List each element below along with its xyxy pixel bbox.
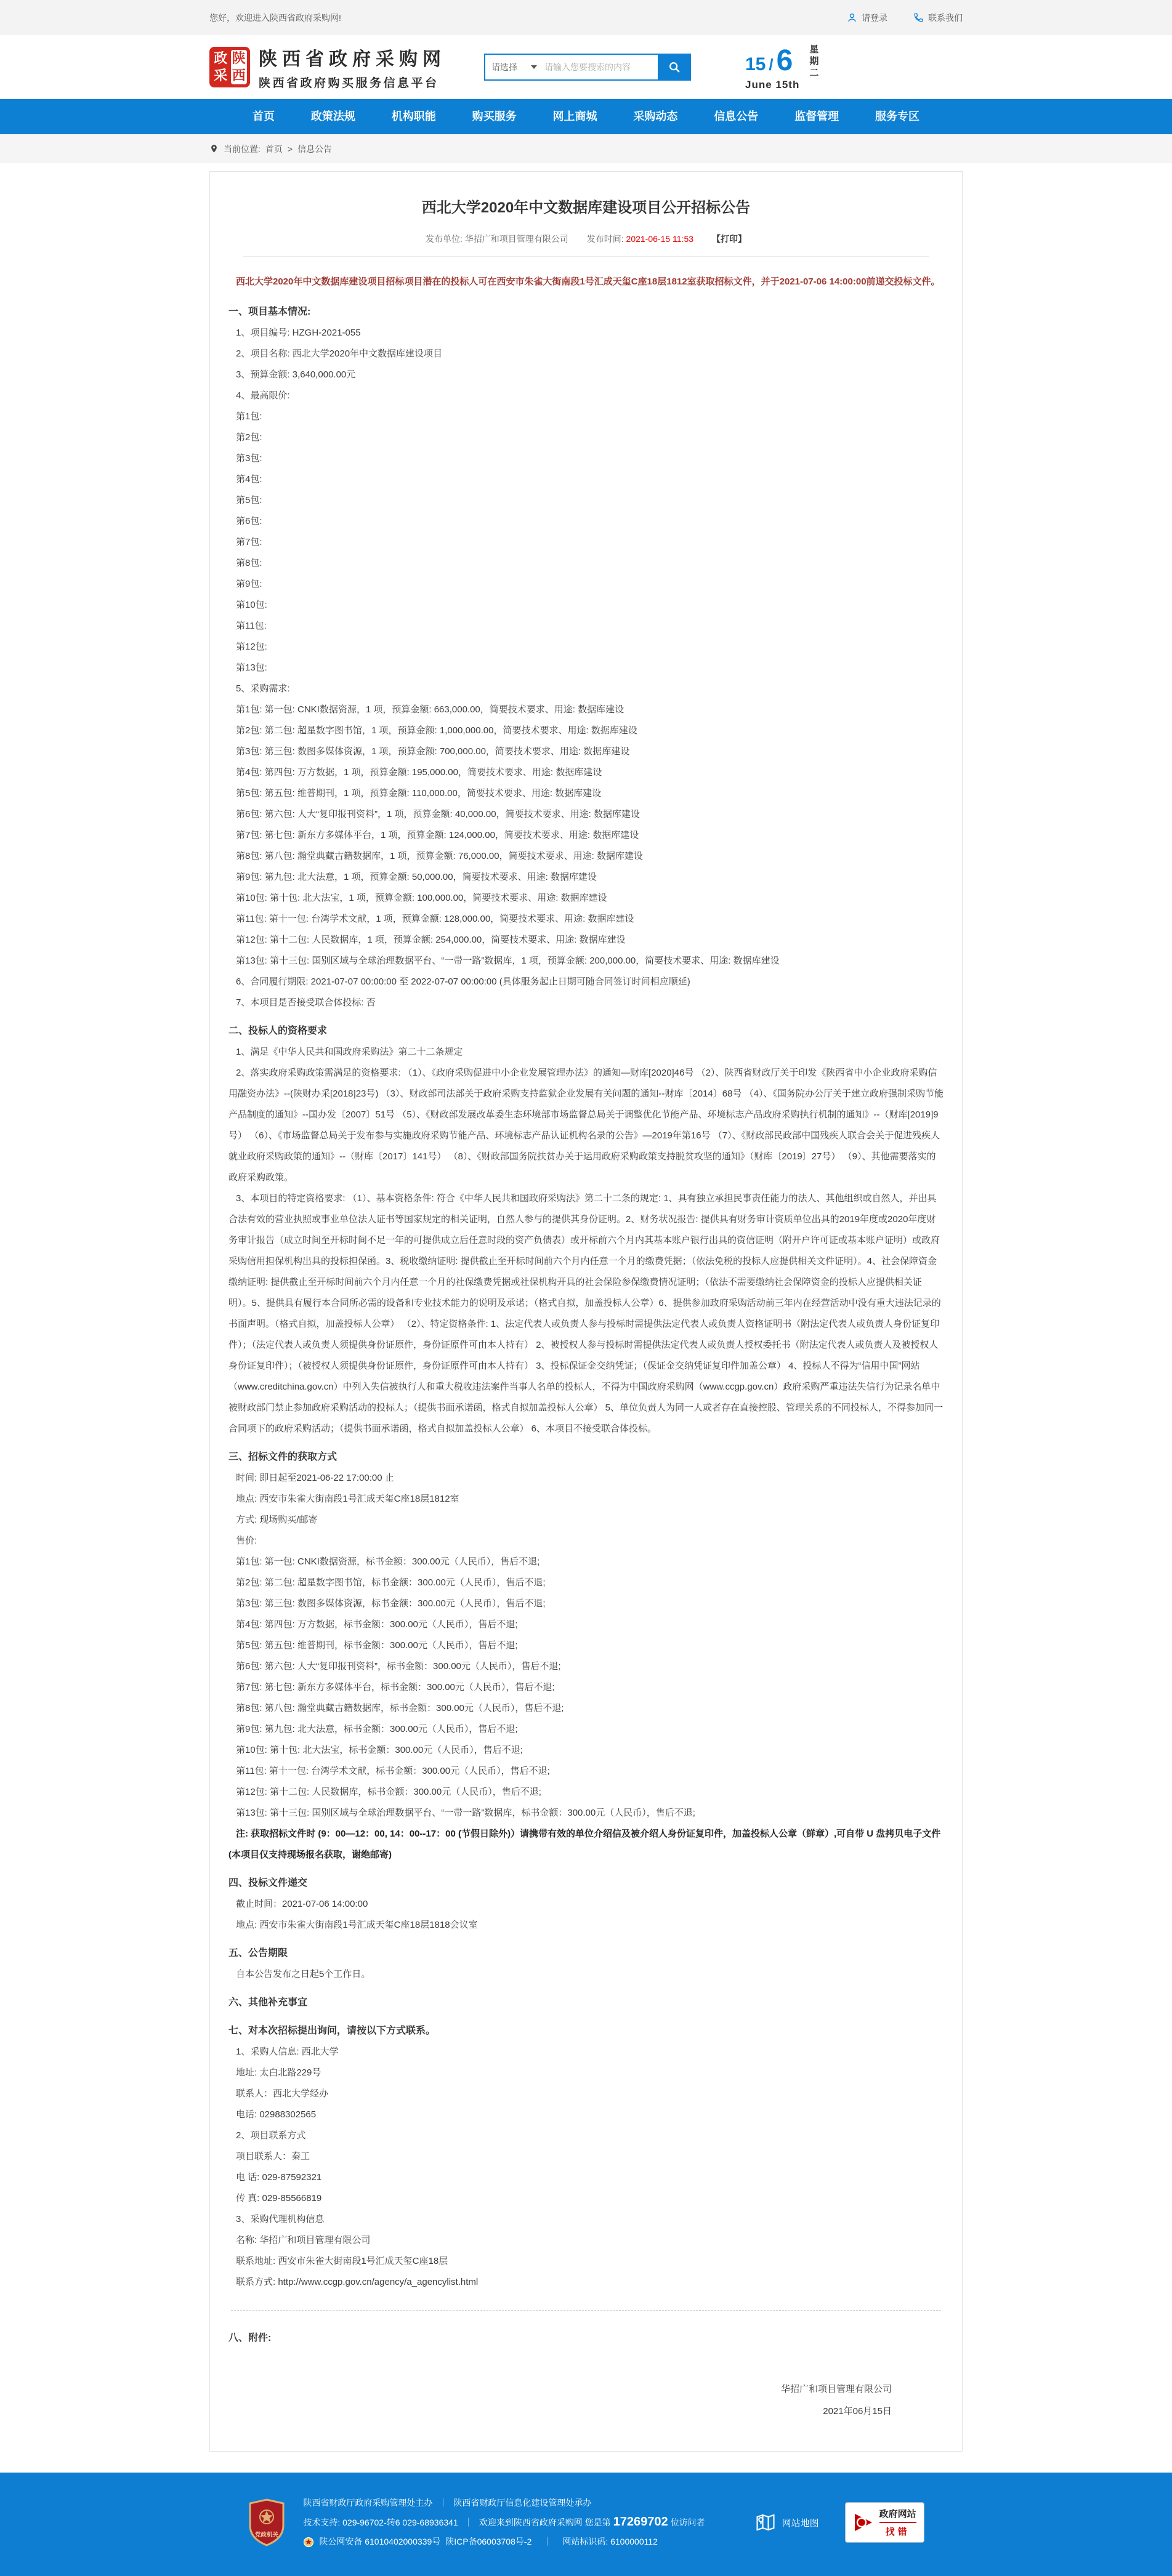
site-id-code: 网站标识码: 6100000112 <box>562 2537 658 2546</box>
paragraph: 2、项目名称: 西北大学2020年中文数据库建设项目 <box>236 348 443 359</box>
paragraph: 2、项目联系方式 <box>236 2130 306 2141</box>
footer-line2: 技术支持: 029-96702-转6 029-68936341 ｜ 欢迎来到陕西省政府采购网 您是第 17269702 位访问者 <box>303 2515 705 2529</box>
paragraph: 3、采购代理机构信息 <box>236 2214 325 2224</box>
paragraph: 第1包: <box>236 411 262 422</box>
nav-item-2[interactable]: 政策法规 <box>310 110 355 123</box>
paragraph: 第6包: 第六包: 人大“复印报刊资料”，1 项，预算金额: 40,000.00，简要技术要求、用途: 数据库建设 <box>236 809 640 819</box>
paragraph: 地点: 西安市朱雀大街南段1号汇成天玺C座18层1812室 <box>236 1494 459 1504</box>
paragraph: 第2包: <box>236 432 262 443</box>
paragraph: 第13包: <box>236 662 267 673</box>
paragraph: 第13包: 第十三包: 国别区域与全球治理数据平台、“一带一路”数据库，1 项，预算金额: 200,000.00，简要技术要求、用途: 数据库建设 <box>236 956 780 966</box>
paragraph: 联系方式: http://www.ccgp.gov.cn/agency/a_agencylist.html <box>236 2277 479 2287</box>
date-month: 6 <box>776 44 793 77</box>
paragraph: 名称: 华招广和项目管理有限公司 <box>236 2235 371 2245</box>
footer-text-block <box>303 2493 705 2551</box>
paragraph: 售价: <box>236 1536 257 1546</box>
paragraph: 第4包: 第四包: 万方数据，1 项，预算金额: 195,000.00，简要技术要求、用途: 数据库建设 <box>236 767 602 778</box>
footer-line1: 陕西省财政厅政府采购管理处主办 ｜ 陕西省财政厅信息化建设管理处承办 <box>303 2498 592 2508</box>
breadcrumb <box>0 134 1172 163</box>
paragraph: 第1包: 第一包: CNKI数据资源，标书金额：300.00元（人民币），售后不退; <box>236 1556 540 1567</box>
paragraph: 第7包: <box>236 537 262 547</box>
breadcrumb-current[interactable]: 信息公告 <box>297 143 333 154</box>
nav-item-4[interactable]: 购买服务 <box>472 110 517 123</box>
paragraph: 第11包: <box>236 621 267 631</box>
search-input[interactable] <box>543 55 658 79</box>
paragraph: 3、预算金额: 3,640,000.00元 <box>236 369 356 380</box>
chevron-down-icon <box>531 65 537 69</box>
paragraph: 自本公告发布之日起5个工作日。 <box>236 1969 371 1979</box>
page-title: 西北大学2020年中文数据库建设项目公开招标公告 <box>421 199 751 216</box>
paragraph: 电 话: 029-87592321 <box>236 2172 322 2183</box>
icp-record[interactable]: 陕ICP备06003708号-2 <box>445 2537 532 2546</box>
section-heading: 二、投标人的资格要求 <box>228 1026 328 1036</box>
paragraph: 第11包: 第十一包: 台湾学术文献，1 项，预算金额: 128,000.00，简要技术要求、用途: 数据库建设 <box>236 914 634 924</box>
error-finder-icon <box>853 2512 874 2533</box>
logo-seal-icon: 政 采 陕 西 <box>209 47 250 87</box>
paragraph: 第10包: <box>236 600 267 610</box>
visitor-count: 17269702 <box>613 2515 668 2529</box>
date-day: 15 <box>745 54 766 74</box>
section-heading: 六、其他补充事宜 <box>228 1997 308 2008</box>
sitemap-icon <box>754 2511 777 2534</box>
paragraph: 4、最高限价: <box>236 390 290 401</box>
breadcrumb-prefix: 当前位置: <box>224 143 261 154</box>
paragraph: 地址: 太白北路229号 <box>236 2067 321 2078</box>
paragraph: 第8包: <box>236 558 262 568</box>
error-badge-sub: 找错 <box>885 2527 910 2537</box>
site-header <box>0 35 1172 99</box>
paragraph: 第3包: 第三包: 数图多媒体资源，1 项，预算金额: 700,000.00，简要技术要求、用途: 数据库建设 <box>236 746 630 757</box>
paragraph: 第9包: 第九包: 北大法意，1 项，预算金额: 50,000.00，简要技术要求、用途: 数据库建设 <box>236 872 597 882</box>
signature-block <box>225 2378 947 2423</box>
paragraph: 5、采购需求: <box>236 683 290 694</box>
signature-date: 2021年06月15日 <box>823 2406 892 2417</box>
main-nav-bar <box>0 99 1172 134</box>
section-heading: 一、项目基本情况: <box>228 307 311 317</box>
contact-link[interactable] <box>913 12 963 24</box>
nav-item-7[interactable]: 信息公告 <box>714 110 759 123</box>
main-nav <box>209 99 963 134</box>
paragraph: 第10包: 第十包: 北大法宝，1 项，预算金额: 100,000.00，简要技术要求、用途: 数据库建设 <box>236 893 607 903</box>
top-bar <box>0 0 1172 35</box>
publish-time-value: 2021-06-15 11:53 <box>626 234 694 244</box>
dashed-divider <box>231 2310 941 2311</box>
search-icon <box>668 60 681 74</box>
paragraph: 第10包: 第十包: 北大法宝，标书金额：300.00元（人民币），售后不退; <box>236 1745 523 1755</box>
contact-label: 联系我们 <box>928 12 963 23</box>
paragraph: 联系地址: 西安市朱雀大街南段1号汇成天玺C座18层 <box>236 2256 448 2266</box>
security-record[interactable]: 陕公网安备 61010402000339号 <box>319 2537 441 2546</box>
paragraph: 第9包: 第九包: 北大法意，标书金额：300.00元（人民币），售后不退; <box>236 1724 518 1734</box>
party-government-badge-icon <box>248 2498 286 2546</box>
site-footer <box>0 2473 1172 2576</box>
article-body <box>225 302 947 2349</box>
paragraph: 第12包: 第十二包: 人民数据库，标书金额：300.00元（人民币），售后不退; <box>236 1787 541 1797</box>
section-heading: 八、附件: <box>228 2333 272 2343</box>
paragraph: 第5包: 第五包: 维普期刊，1 项，预算金额: 110,000.00，简要技术要求、用途: 数据库建设 <box>236 788 602 799</box>
search-category-select[interactable] <box>485 55 543 79</box>
paragraph: 传 真: 029-85566819 <box>236 2193 322 2204</box>
paragraph: 联系人：西北大学经办 <box>236 2088 329 2099</box>
welcome-text: 您好，欢迎进入陕西省政府采购网! <box>209 12 341 23</box>
paragraph: 第11包: 第十一包: 台湾学术文献，标书金额：300.00元（人民币），售后不退; <box>236 1766 550 1776</box>
paragraph: 电话: 02988302565 <box>236 2109 317 2120</box>
search-box <box>484 54 691 81</box>
site-title: 陕西省政府采购网 <box>259 49 446 70</box>
paragraph: 2、落实政府采购政策需满足的资格要求: （1）、《政府采购促进中小企业发展管理办法》的通知—财库[2020]46号 （2）、陕西省财政厅关于印发《陕西省中小企业政府采购信用融资办法》--(陕财办采[2018]23号) （3）、财政部司法部关于政府采购支持监狱企业发展有关问题的通知--财库〔2014〕68号 （4）、《国务院办公厅关于建立政府强制采购节能产品制度的通知》--国办发〔2007〕51号 （5）、《财政部发展改革委生态环境部市场监督总局关于调整优化节能产品、环境标志产品政府采购执行机制的通知》--（财库[2019]9号） （6）、《市场监督总局关于发布参与实施政府采购节能产品、环境标志产品认证机构名录的公告》—2019年第16号 （7）、《财政部民政部中国残疾人联合会关于促进残疾人就业政府采购政策的通知》--（财库〔2017〕141号） （8）、《财政部国务院扶贫办关于运用政府采购政策支持脱贫攻坚的通知》（财库〔2019〕27号） （9）、其他需要落实的政府采购政策。 <box>228 1068 944 1183</box>
divider <box>243 256 929 257</box>
paragraph: 7、本项目是否接受联合体投标: 否 <box>236 997 376 1008</box>
site-logo[interactable] <box>209 44 446 91</box>
search-category-label: 请选择 <box>491 62 517 72</box>
login-link[interactable] <box>847 12 887 24</box>
public-security-badge-icon <box>303 2537 314 2548</box>
location-pin-icon <box>209 144 219 153</box>
search-button[interactable] <box>658 54 691 81</box>
site-subtitle: 陕西省政府购买服务信息平台 <box>259 77 439 90</box>
paragraph: 项目联系人：秦工 <box>236 2151 310 2162</box>
login-label: 请登录 <box>862 12 887 23</box>
paragraph: 第13包: 第十三包: 国别区域与全球治理数据平台、“一带一路”数据库，标书金额：300.00元（人民币），售后不退; <box>236 1808 695 1818</box>
paragraph: 1、采购人信息: 西北大学 <box>236 2047 339 2057</box>
error-badge-title: 政府网站 <box>879 2507 916 2523</box>
paragraph: 注: 获取招标文件时 (9：00—12：00, 14：00--17：00 (节假日除外)）请携带有效的单位介绍信及被介绍人身份证复印件，加盖投标人公章（鲜章）,可自带 U 盘拷贝电子文件 (本项目仅支持现场报名获取，谢绝邮寄) <box>228 1829 941 1860</box>
signature-company: 华招广和项目管理有限公司 <box>780 2384 892 2394</box>
paragraph: 截止时间：2021-07-06 14:00:00 <box>236 1899 368 1909</box>
nav-item-3[interactable]: 机构职能 <box>391 110 436 123</box>
paragraph: 第1包: 第一包: CNKI数据资源，1 项，预算金额: 663,000.00，简要技术要求、用途: 数据库建设 <box>236 704 624 715</box>
date-weekday: 星期二 <box>808 44 819 79</box>
website-error-report-badge[interactable] <box>845 2502 924 2543</box>
date-english: June 15th <box>745 78 800 91</box>
paragraph: 第2包: 第二包: 超星数字图书馆，1 项，预算金额: 1,000,000.00，简要技术要求、用途: 数据库建设 <box>236 725 637 736</box>
svg-text:党政机关: 党政机关 <box>255 2532 279 2538</box>
paragraph: 方式: 现场购买/邮寄 <box>236 1515 318 1525</box>
paragraph: 第7包: 第七包: 新东方多媒体平台，标书金额：300.00元（人民币），售后不退; <box>236 1682 555 1693</box>
paragraph: 第2包: 第二包: 超星数字图书馆，标书金额：300.00元（人民币），售后不退; <box>236 1577 546 1588</box>
publish-time-label: 发布时间: <box>586 234 624 244</box>
paragraph: 第12包: <box>236 642 267 652</box>
paragraph: 1、满足《中华人民共和国政府采购法》第二十二条规定 <box>236 1047 463 1057</box>
section-heading: 三、招标文件的获取方式 <box>228 1452 337 1462</box>
nav-item-8[interactable]: 监督管理 <box>794 110 839 123</box>
paragraph: 地点: 西安市朱雀大街南段1号汇成天玺C座18层1818会议室 <box>236 1920 478 1930</box>
section-heading: 五、公告期限 <box>228 1948 288 1958</box>
breadcrumb-home[interactable]: 首页 <box>265 143 283 154</box>
user-icon <box>847 12 857 23</box>
paragraph: 第8包: 第八包: 瀚堂典藏古籍数据库，1 项，预算金额: 76,000.00，简要技术要求、用途: 数据库建设 <box>236 851 643 861</box>
paragraph: 第7包: 第七包: 新东方多媒体平台，1 项，预算金额: 124,000.00，简要技术要求、用途: 数据库建设 <box>236 830 639 840</box>
section-heading: 七、对本次招标提出询问，请按以下方式联系。 <box>228 2026 436 2036</box>
paragraph: 6、合同履行期限: 2021-07-07 00:00:00 至 2022-07-07 00:00:00 (具体服务起止日期可随合同签订时间相应顺延) <box>236 976 690 987</box>
print-button[interactable]: 【打印】 <box>712 234 747 244</box>
paragraph: 第6包: <box>236 516 262 526</box>
footer-line3: 陕公网安备 61010402000339号 陕ICP备06003708号-2 ｜ 网站标识码: 6100000112 <box>303 2532 705 2551</box>
paragraph: 时间: 即日起至2021-06-22 17:00:00 止 <box>236 1473 394 1483</box>
paragraph: 3、本项目的特定资格要求: （1）、基本资格条件: 符合《中华人民共和国政府采购法》第二十二条的规定: 1、具有独立承担民事责任能力的法人、其他组织或自然人，并出具合法有效的营业执照或事业单位法人证书等国家规定的相关证明，自然人参与的提供其身份证明。2、财务状况报告: 提供具有财务审计资质单位出具的2019年度或2020年度财务审计报告（成立时间至开标时间不足一年的可提供成立后任意时段的资产负债表）或开标前六个月内其基本账户银行出具的资信证明（附开户许可证或基本账户证明）或政府采购信用担保机构出具的投标担保函。3、税收缴纳证明: 提供截止至开标时间前六个月内任意一个月的缴费凭据；（依法免税的投标人应提供相关文件证明）。4、社会保障资金缴纳证明: 提供截止至开标时间前六个月内任意一个月的社保缴费凭据或社保机构开具的社会保险参保缴费情况证明；（依法不需要缴纳社会保障资金的投标人应提供相关证明）。5、提供具有履行本合同所必需的设备和专业技术能力的说明及承诺；（格式自拟，加盖投标人公章）6、提供参加政府采购活动前三年内在经营活动中没有重大违法记录的书面声明。（格式自拟，加盖投标人公章） （2）、特定资格条件: 1、法定代表人或负责人参与投标时需提供法定代表人或负责人资格证明书（附法定代表人或负责人身份证复印件）；（法定代表人或负责人须提供身份证原件，身份证原件可由本人持有） 2、被授权人参与投标时需提供法定代表人或负责人授权委托书（附法定代表人或负责人及被授权人身份证复印件）；（被授权人须提供身份证原件，身份证原件可由本人持有） 3、投标保证金交纳凭证；（保证金交纳凭证复印件加盖公章） 4、投标人不得为“信用中国”网站（www.creditchina.gov.cn）中列入失信被执行人和重大税收违法案件当事人名单的投标人，不得为中国政府采购网（www.ccgp.gov.cn）政府采购严重违法失信行为记录名单中被财政部门禁止参加政府采购活动的投标人；（提供书面承诺函，格式自拟加盖投标人公章） 5、单位负责人为同一人或者存在直接控股、管理关系的不同投标人，不得参加同一合同项下的政府采购活动；（提供书面承诺函，格式自拟加盖投标人公章） 6、本项目不接受联合体投标。 <box>228 1193 944 1434</box>
breadcrumb-separator: > <box>287 143 293 154</box>
nav-item-5[interactable]: 网上商城 <box>552 110 597 123</box>
nav-item-9[interactable]: 服务专区 <box>875 110 919 123</box>
publisher-label: 发布单位: <box>425 234 463 244</box>
paragraph: 第9包: <box>236 579 262 589</box>
article-intro: 西北大学2020年中文数据库建设项目招标项目潜在的投标人可在西安市朱雀大街南段1号汇成天玺C座18层1812室获取招标文件，并于2021-07-06 14:00:00前递交投标文件。 <box>236 276 940 287</box>
announcement-card <box>209 171 963 2452</box>
publisher-value: 华招广和项目管理有限公司 <box>464 234 568 244</box>
section-heading: 四、投标文件递交 <box>228 1878 308 1888</box>
paragraph: 第8包: 第八包: 瀚堂典藏古籍数据库，标书金额：300.00元（人民币），售后不退; <box>236 1703 564 1713</box>
sitemap-link[interactable] <box>754 2511 819 2534</box>
date-widget <box>745 44 820 91</box>
paragraph: 第6包: 第六包: 人大“复印报刊资料”，标书金额：300.00元（人民币），售后不退; <box>236 1661 561 1672</box>
paragraph: 第4包: 第四包: 万方数据，标书金额：300.00元（人民币），售后不退; <box>236 1619 518 1630</box>
paragraph: 第5包: 第五包: 维普期刊，标书金额：300.00元（人民币），售后不退; <box>236 1640 518 1651</box>
sitemap-label: 网站地图 <box>782 2518 819 2529</box>
paragraph: 1、项目编号: HZGH-2021-055 <box>236 328 361 338</box>
article-meta <box>225 233 947 245</box>
paragraph: 第5包: <box>236 495 262 505</box>
paragraph: 第3包: 第三包: 数图多媒体资源，标书金额：300.00元（人民币），售后不退; <box>236 1598 546 1609</box>
paragraph: 第12包: 第十二包: 人民数据库，1 项，预算金额: 254,000.00，简要技术要求、用途: 数据库建设 <box>236 935 626 945</box>
date-slash: / <box>769 55 774 74</box>
nav-item-1[interactable]: 首页 <box>253 110 275 123</box>
paragraph: 第4包: <box>236 474 262 485</box>
paragraph: 第3包: <box>236 453 262 464</box>
phone-icon <box>913 12 924 23</box>
nav-item-6[interactable]: 采购动态 <box>633 110 678 123</box>
